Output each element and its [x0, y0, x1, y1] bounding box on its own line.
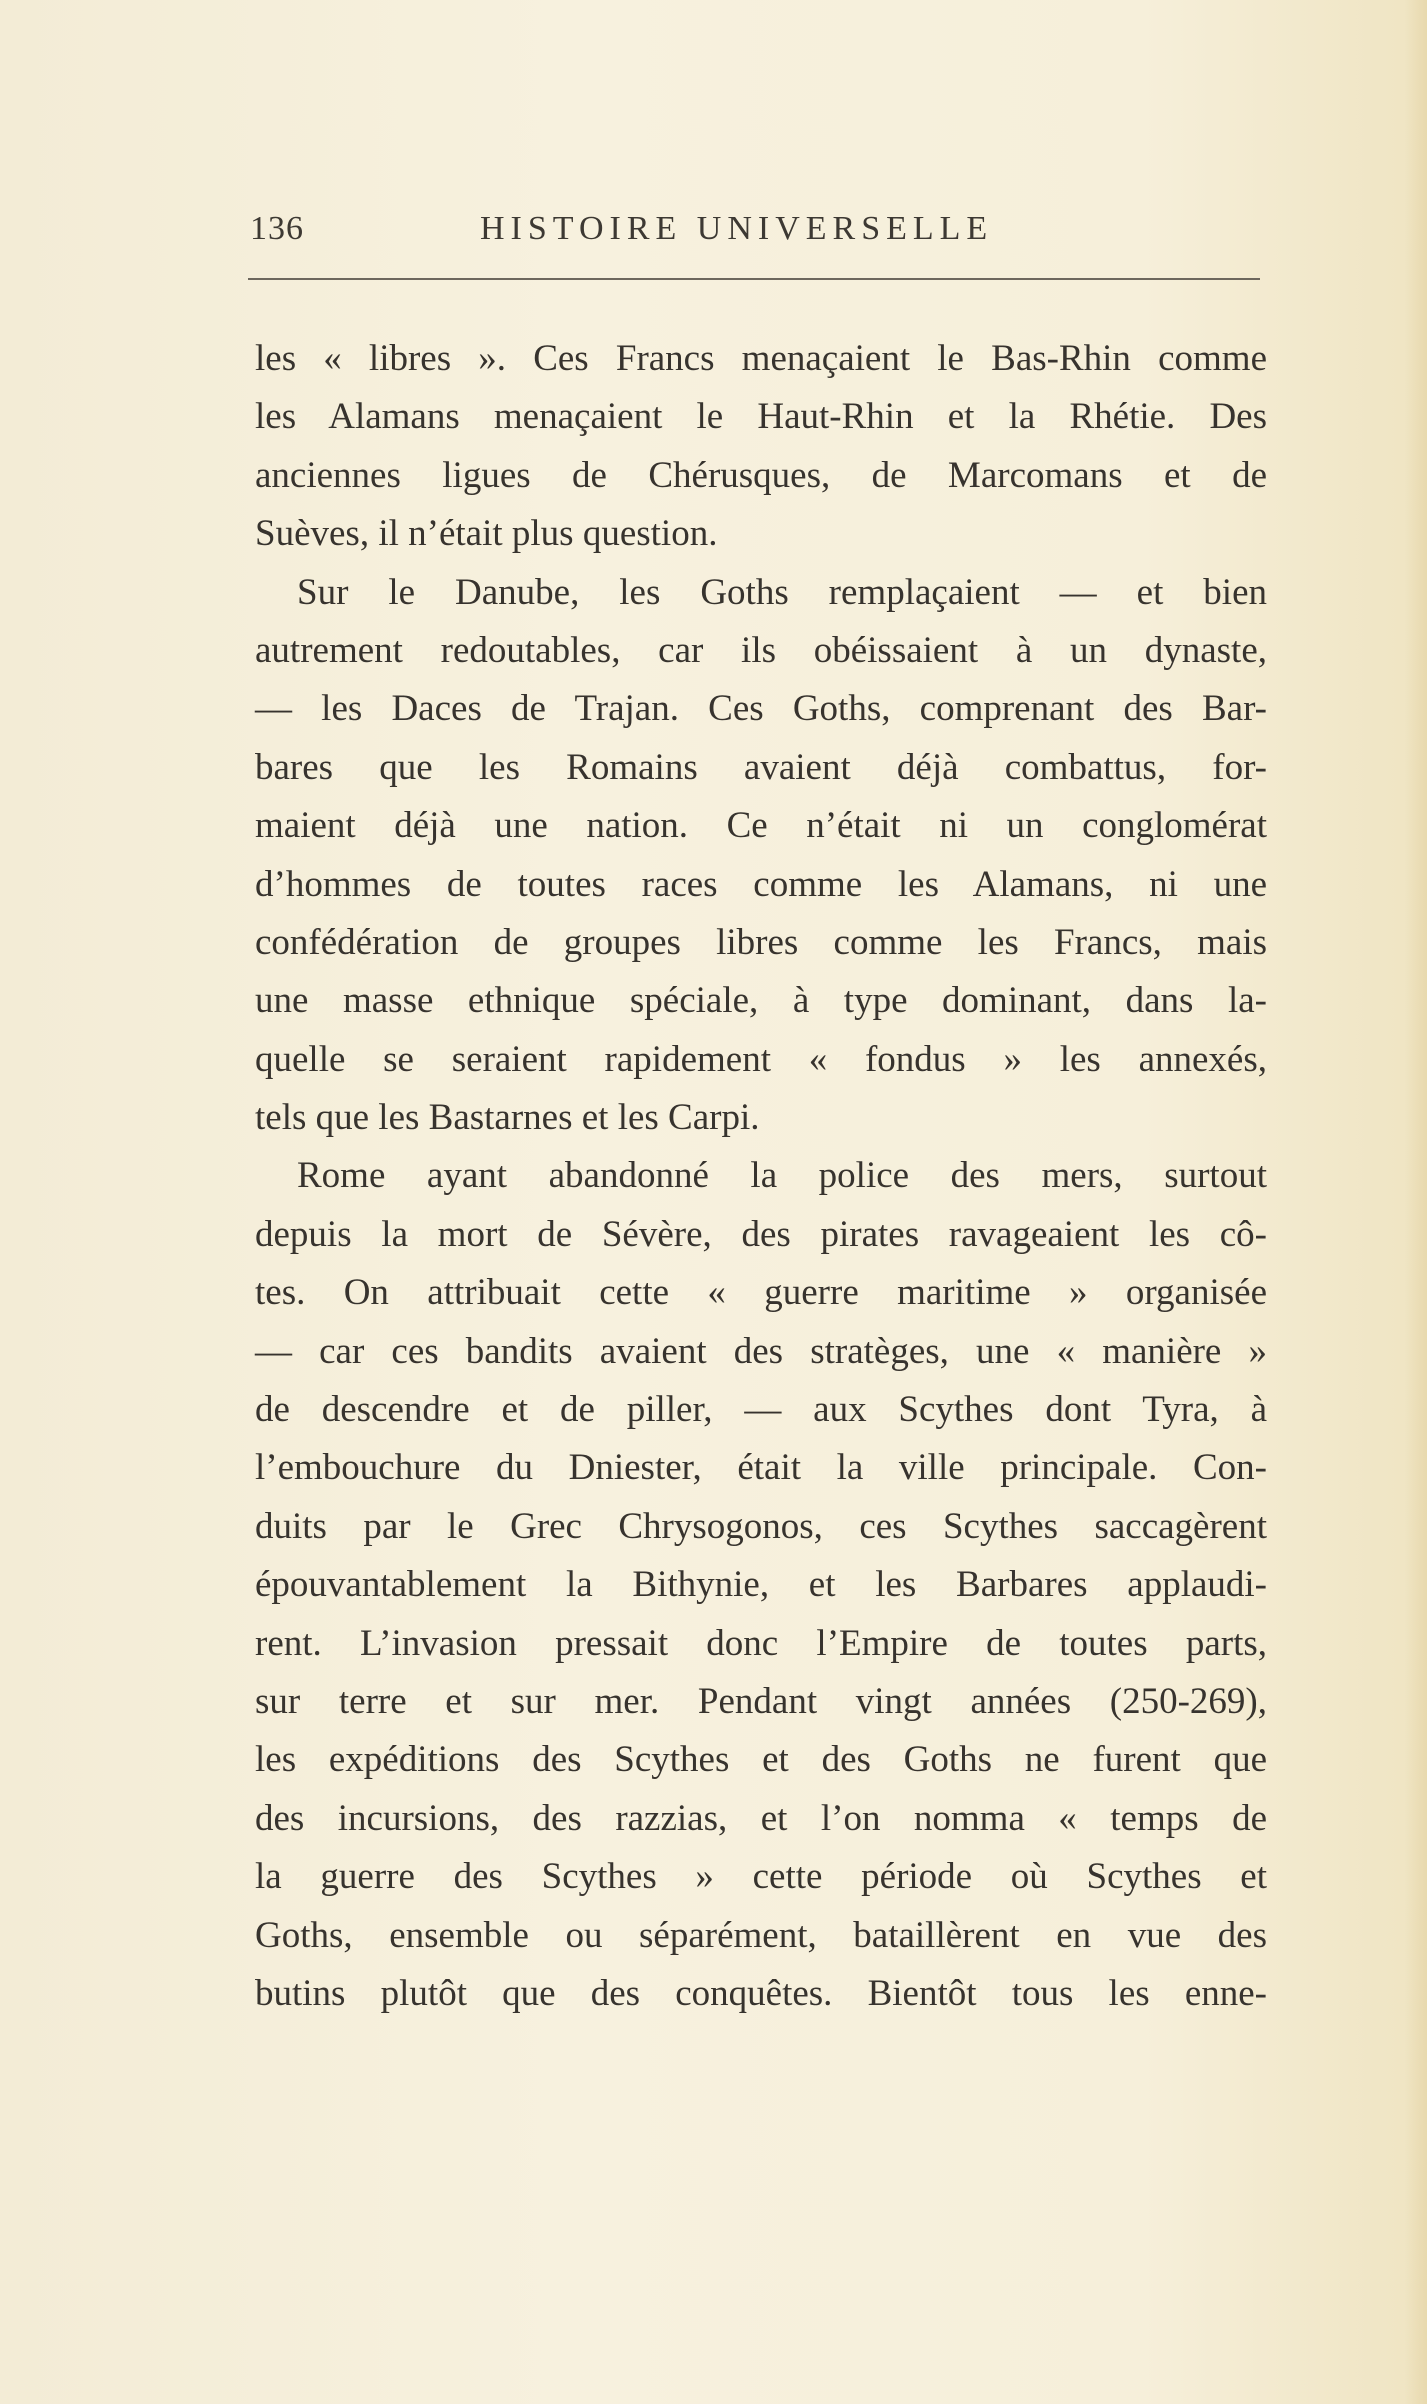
- text-line: les « libres ». Ces Francs menaçaient le Bas-Rhin comme: [255, 338, 1267, 379]
- text-line: Suèves, il n’était plus question.: [255, 513, 718, 555]
- text-line: une masse ethnique spéciale, à type dominant, dans la-: [255, 980, 1267, 1022]
- text-line: — les Daces de Trajan. Ces Goths, comprenant des Bar-: [255, 688, 1267, 730]
- text-line: sur terre et sur mer. Pendant vingt années (250-269),: [255, 1680, 1267, 1722]
- text-line: — car ces bandits avaient des stratèges, une « manière »: [255, 1330, 1267, 1372]
- text-line: anciennes ligues de Chérusques, de Marcomans et de: [255, 454, 1267, 496]
- running-title: HISTOIRE UNIVERSELLE: [480, 210, 994, 247]
- text-line: maient déjà une nation. Ce n’était ni un conglomérat: [255, 805, 1267, 847]
- page-header: [250, 210, 1270, 270]
- body-text: [255, 330, 1267, 2023]
- header-rule: [248, 278, 1260, 280]
- text-line: rent. L’invasion pressait donc l’Empire de toutes parts,: [255, 1622, 1267, 1664]
- page-edge-shadow: [1405, 0, 1427, 2404]
- text-line: butins plutôt que des conquêtes. Bientôt tous les enne-: [255, 1972, 1267, 2014]
- page-number: 136: [250, 210, 304, 247]
- text-line: la guerre des Scythes » cette période où Scythes et: [255, 1856, 1267, 1898]
- text-line: confédération de groupes libres comme les Francs, mais: [255, 921, 1267, 963]
- text-line: des incursions, des razzias, et l’on nomma « temps de: [255, 1797, 1267, 1839]
- text-line: tels que les Bastarnes et les Carpi.: [255, 1097, 760, 1139]
- text-line: les Alamans menaçaient le Haut-Rhin et la Rhétie. Des: [255, 396, 1267, 438]
- text-line: Rome ayant abandonné la police des mers, surtout: [297, 1155, 1267, 1197]
- text-line: les expéditions des Scythes et des Goths ne furent que: [255, 1739, 1267, 1781]
- text-line: l’embouchure du Dniester, était la ville principale. Con-: [255, 1447, 1267, 1489]
- text-line: Sur le Danube, les Goths remplaçaient — et bien: [297, 571, 1267, 613]
- text-line: tes. On attribuait cette « guerre maritime » organisée: [255, 1272, 1267, 1314]
- text-line: Goths, ensemble ou séparément, bataillèrent en vue des: [255, 1914, 1267, 1956]
- text-line: depuis la mort de Sévère, des pirates ravageaient les cô-: [255, 1213, 1267, 1255]
- text-line: quelle se seraient rapidement « fondus » les annexés,: [255, 1038, 1267, 1080]
- text-line: épouvantablement la Bithynie, et les Barbares applaudi-: [255, 1564, 1267, 1606]
- text-line: bares que les Romains avaient déjà combattus, for-: [255, 746, 1267, 788]
- text-line: duits par le Grec Chrysogonos, ces Scythes saccagèrent: [255, 1505, 1267, 1547]
- text-line: autrement redoutables, car ils obéissaient à un dynaste,: [255, 629, 1267, 671]
- text-line: de descendre et de piller, — aux Scythes dont Tyra, à: [255, 1389, 1267, 1431]
- text-line: d’hommes de toutes races comme les Alamans, ni une: [255, 863, 1267, 905]
